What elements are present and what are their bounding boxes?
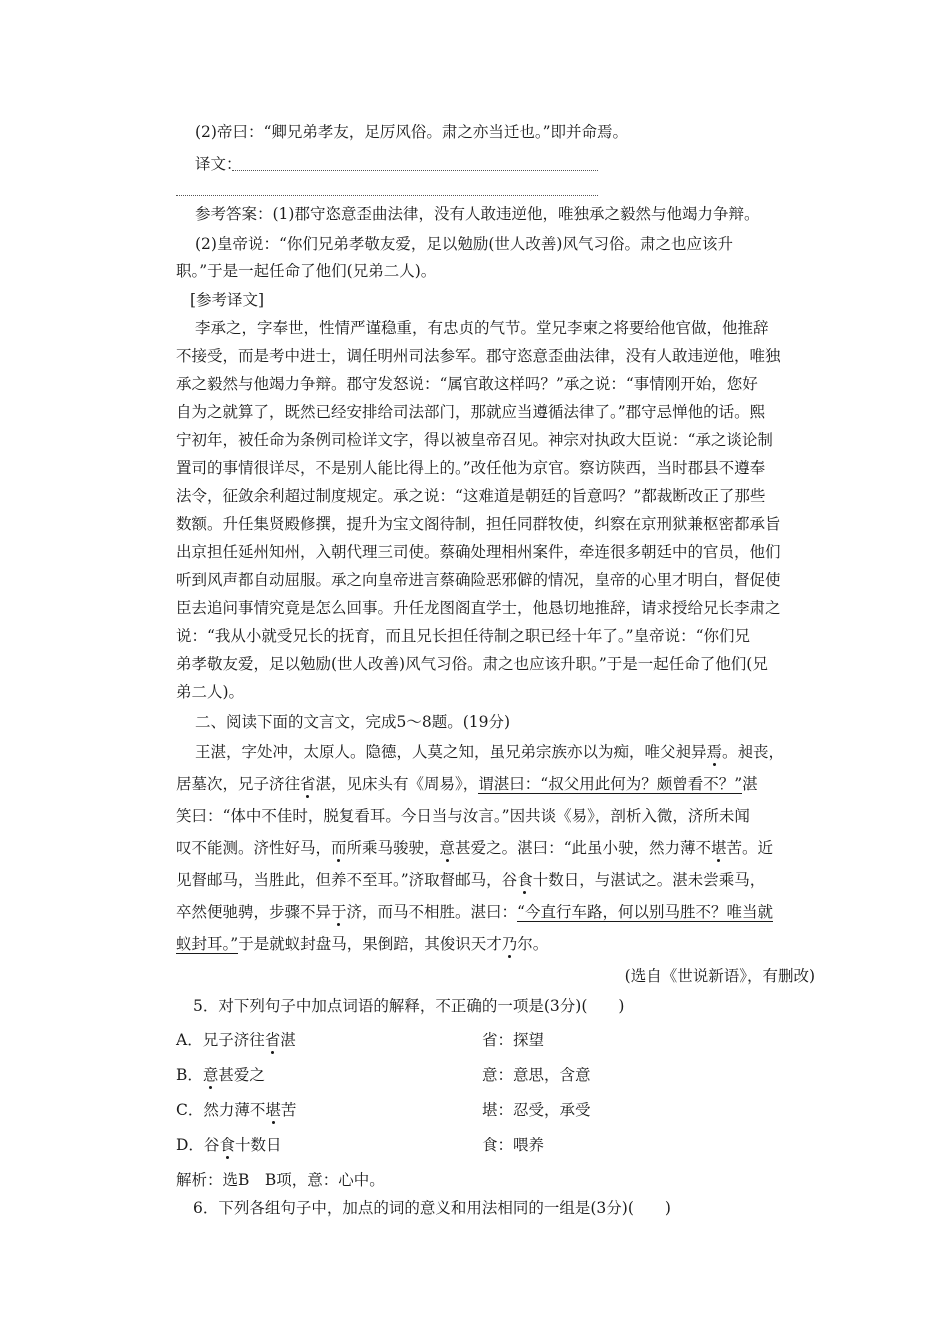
reference-line: 不接受，而是考中进士，调任明州司法参军。郡守恣意歪曲法律，没有人敢违逆他，唯独 [176, 347, 781, 365]
option-a-explanation: 省：探望 [482, 1031, 545, 1049]
underlined-sentence: 谓湛曰：“叔父用此何为？颇曾看不？” [478, 775, 743, 793]
passage-line: 居墓次，兄子济往省湛，见床头有《周易》，谓湛曰：“叔父用此何为？颇曾看不？”湛 [176, 775, 758, 793]
reference-line: 弟孝敬友爱，足以勉励(世人改善)风气习俗。肃之也应该升职。”于是一起任命了他们(兄 [176, 655, 768, 673]
underlined-sentence: “今直行车路，何以别马胜不？唯当就 [517, 903, 773, 921]
question-2-text: (2)帝曰：“卿兄弟孝友，足厉风俗。肃之亦当迁也。”即并命焉。 [195, 123, 629, 141]
reference-line: 置司的事情很详尽，不是别人能比得上的。”改任他为京官。察访陕西，当时郡县不遵奉 [176, 459, 766, 477]
explanation: 解析：选B B项，意：心中。 [176, 1171, 385, 1189]
section-2-heading: 二、阅读下面的文言文，完成5～8题。(19分) [195, 713, 511, 731]
answer-blank-line[interactable] [176, 195, 598, 196]
dotted-char: 堪 [265, 1101, 281, 1119]
passage-line: 蚁封耳。”于是就蚁封盘马，果倒踣，其俊识天才乃尔。 [176, 935, 549, 953]
reference-line: 宁初年，被任命为条例司检详文字，得以被皇帝召见。神宗对执政大臣说：“承之谈论制 [176, 431, 773, 449]
dotted-char: 意 [202, 1066, 219, 1084]
dotted-char: 堪 [711, 839, 727, 857]
answer-2-line: (2)皇帝说：“你们兄弟孝敬友爱，足以勉励(世人改善)风气习俗。肃之也应该升 [195, 235, 733, 253]
option-b-explanation: 意：意思，含意 [482, 1066, 591, 1084]
dotted-char: 焉 [706, 743, 723, 761]
reference-translation-title: [参考译文] [190, 291, 265, 309]
option-d-explanation: 食：喂养 [482, 1136, 545, 1154]
reference-line: 自为之就算了，既然已经安排给司法部门，那就应当遵循法律了。”郡守忌惮他的话。熙 [176, 403, 766, 421]
reference-line: 李承之，字奉世，性情严谨稳重，有忠贞的气节。堂兄李柬之将要给他官做，他推辞 [195, 319, 769, 337]
reference-line: 出京担任延州知州，入朝代理三司使。蔡确处理相州案件，牵连很多朝廷中的官员，他们 [176, 543, 781, 561]
option-c[interactable]: C．然力薄不堪苦 [176, 1101, 297, 1119]
dotted-char: 于 [331, 903, 347, 921]
dotted-char: 意 [439, 839, 456, 857]
option-c-explanation: 堪：忍受，承受 [482, 1101, 591, 1119]
reference-line: 弟二人)。 [176, 683, 245, 701]
passage-line: 见督邮马，当胜此，但养不至耳。”济取督邮马，谷食十数日，与湛试之。湛未尝乘马， [176, 871, 766, 889]
reference-line: 承之毅然与他竭力争辩。郡守发怒说：“属官敢这样吗？”承之说：“事情刚开始，您好 [176, 375, 758, 393]
dotted-char: 省 [300, 775, 316, 793]
passage-source: (选自《世说新语》，有删改) [624, 967, 815, 985]
question-6: 6．下列各组句子中，加点的词的意义和用法相同的一组是(3分)( ) [193, 1199, 671, 1217]
passage-line: 笑曰：“体中不佳时，脱复看耳。今日当与汝言。”因共谈《易》，剖析入微，济所未闻 [176, 807, 750, 825]
translation-label: 译文： [195, 155, 242, 173]
option-a[interactable]: A．兄子济往省湛 [176, 1031, 296, 1049]
dotted-char: 省 [264, 1031, 281, 1049]
option-d[interactable]: D．谷食十数日 [176, 1136, 282, 1154]
underlined-sentence: 蚁封耳。” [176, 935, 239, 953]
answer-blank-line[interactable] [232, 170, 598, 171]
reference-line: 说：“我从小就受兄长的抚育，而且兄长担任待制之职已经十年了。”皇帝说：“你们兄 [176, 627, 751, 645]
passage-line: 王湛，字处冲，太原人。隐德，人莫之知，虽兄弟宗族亦以为痴，唯父昶异焉。昶丧， [195, 743, 785, 761]
dotted-char: 食 [219, 1136, 235, 1154]
reference-line: 数额。升任集贤殿修撰，提升为宝文阁待制，担任同群牧使，纠察在京刑狱兼枢密都承旨 [176, 515, 781, 533]
dotted-char: 乃 [501, 935, 518, 953]
answer-1: 参考答案：(1)郡守恣意歪曲法律，没有人敢违逆他，唯独承之毅然与他竭力争辩。 [195, 205, 760, 223]
passage-line: 卒然便驰骋，步骤不异于济，而马不相胜。湛曰：“今直行车路，何以别马胜不？唯当就 [176, 903, 773, 921]
question-5: 5．对下列句子中加点词语的解释，不正确的一项是(3分)( ) [193, 997, 625, 1015]
reference-line: 法令，征敛余利超过制度规定。承之说：“这难道是朝廷的旨意吗？”都裁断改正了那些 [176, 487, 766, 505]
reference-line: 臣去追问事情究竟是怎么回事。升任龙图阁直学士，他恳切地推辞，请求授给兄长李肃之 [176, 599, 781, 617]
passage-line: 叹不能测。济性好马，而所乘马骏驶，意甚爱之。湛曰：“此虽小驶，然力薄不堪苦。近 [176, 839, 774, 857]
answer-2-line: 职。”于是一起任命了他们(兄弟二人)。 [176, 262, 437, 280]
option-b[interactable]: B．意甚爱之 [176, 1066, 265, 1084]
dotted-char: 而 [331, 839, 347, 857]
dotted-char: 食 [517, 871, 533, 889]
reference-line: 听到风声都自动屈服。承之向皇帝进言蔡确险恶邪僻的情况，皇帝的心里才明白，督促使 [176, 571, 781, 589]
